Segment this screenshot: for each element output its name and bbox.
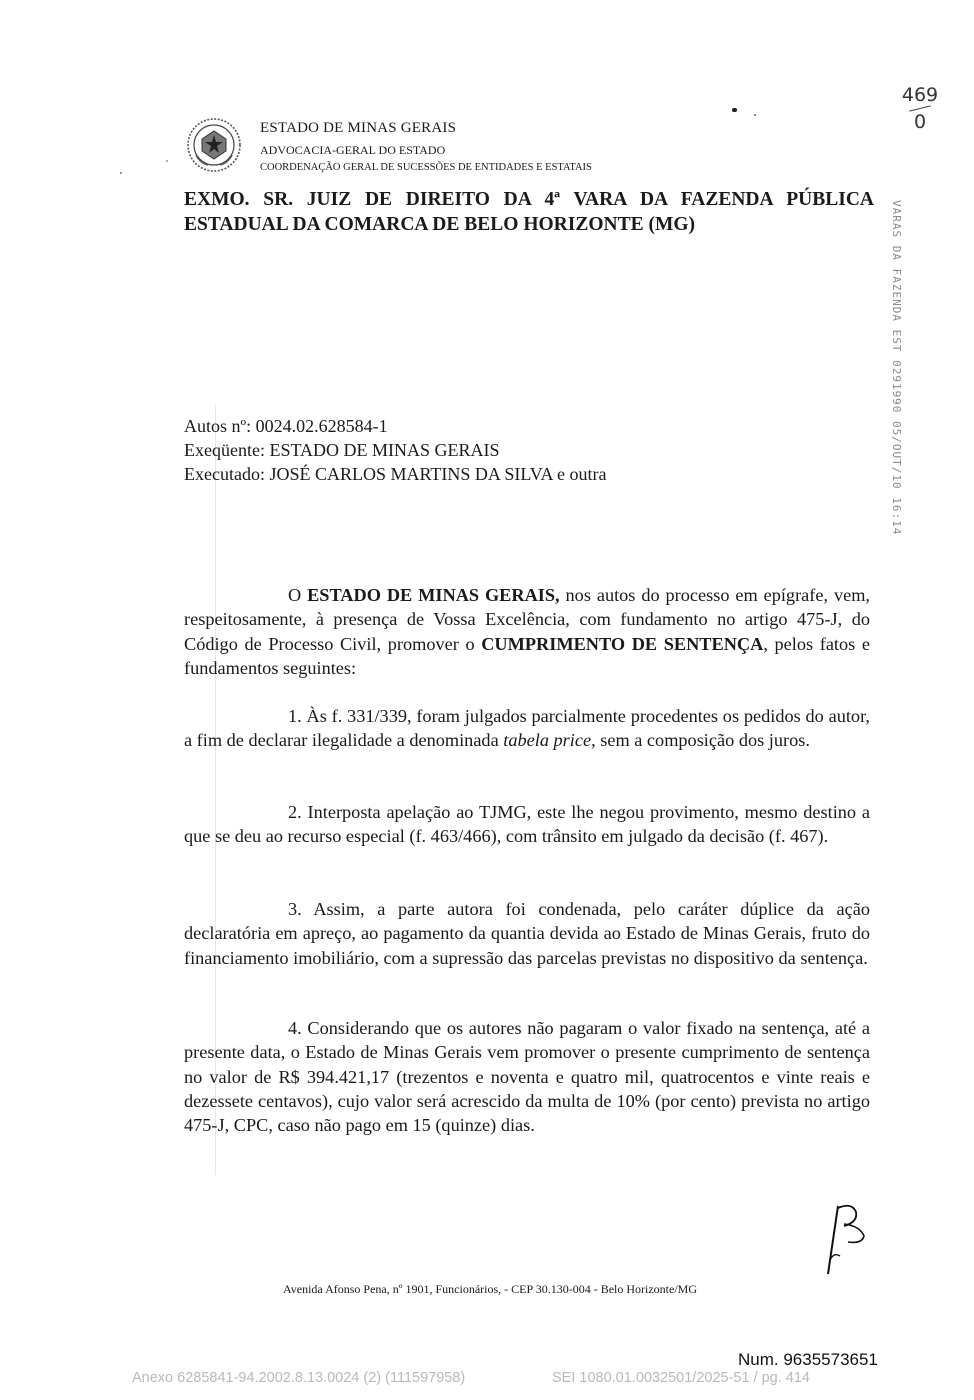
case-exequente: Exeqüente: ESTADO DE MINAS GERAIS bbox=[184, 440, 500, 460]
ink-dot bbox=[732, 108, 737, 112]
case-executado: Executado: JOSÉ CARLOS MARTINS DA SILVA e outra bbox=[184, 464, 607, 484]
handwritten-page-bottom: 0 bbox=[913, 111, 927, 133]
protocol-stamp: VARAS DA FAZENDA EST 0291990 05/OUT/10 16:14 bbox=[890, 200, 903, 536]
addressee-line-2: ESTADUAL DA COMARCA DE BELO HORIZONTE (MG) bbox=[184, 214, 696, 235]
intro-end: , pelos fatos e fundamentos seguintes: bbox=[184, 633, 871, 678]
document-number: Num. 9635573651 bbox=[738, 1350, 878, 1369]
case-info bbox=[184, 414, 606, 486]
item-1 bbox=[184, 704, 870, 753]
handwritten-page-top: 469 bbox=[901, 84, 939, 106]
coat-of-arms-icon bbox=[186, 117, 242, 173]
item-2: 2. Interposta apelação ao TJMG, este lhe negou provimento, mesmo destino a que se deu ao recurso especial (f. 463/466), com trânsito em julgado da decisão (f. 467). bbox=[184, 802, 870, 847]
addressee bbox=[184, 187, 874, 237]
header-department: COORDENAÇÃO GERAL DE SUCESSÕES DE ENTIDADES E ESTATAIS bbox=[260, 162, 592, 173]
annex-reference: Anexo 6285841-94.2002.8.13.0024 (2) (111597958) bbox=[132, 1370, 466, 1386]
item-1-before: 1. Às f. 331/339, foram julgados parcialmente procedentes os pedidos do autor, a fim de declarar ilegalidade a denominada bbox=[184, 706, 870, 751]
ink-dot bbox=[120, 172, 122, 174]
handwritten-page-number bbox=[895, 84, 945, 133]
intro-party: ESTADO DE MINAS GERAIS, bbox=[307, 585, 560, 605]
intro-middle: nos autos do processo em epígrafe, vem, respeitosamente, à presença de Vossa Excelência, com fundamento no artigo 475-J, do Código de Processo Civil, promover o bbox=[184, 585, 870, 654]
header-state: ESTADO DE MINAS GERAIS bbox=[260, 120, 457, 136]
item-1-italic: tabela price bbox=[503, 730, 592, 751]
ink-dot bbox=[754, 114, 756, 116]
item-1-after: , sem a composição dos juros. bbox=[591, 730, 810, 751]
item-4: 4. Considerando que os autores não pagaram o valor fixado na sentença, até a presente data, o Estado de Minas Gerais vem promover o presente cumprimento de sentença no valor de R$ 394.421,17 (trezentos e noventa e quatro mil, quatrocentos e vinte reais e dezessete centavos), cujo valor será acrescido da multa de 10% (por cento) prevista no artigo 475-J, CPC, caso não pago em 15 (quinze) dias. bbox=[184, 1018, 870, 1136]
sei-reference: SEI 1080.01.0032501/2025-51 / pg. 414 bbox=[552, 1370, 810, 1386]
header-agency: ADVOCACIA-GERAL DO ESTADO bbox=[260, 143, 446, 157]
item-3: 3. Assim, a parte autora foi condenada, pelo caráter dúplice da ação declaratória em apreço, ao pagamento da quantia devida ao Estado de Minas Gerais, fruto do financiamento imobiliário, com a supressão das parcelas previstas no dispositivo da sentença. bbox=[184, 899, 870, 968]
case-number: Autos nº: 0024.02.628584-1 bbox=[184, 416, 388, 436]
intro-lead: O bbox=[288, 585, 308, 605]
footer-address: Avenida Afonso Pena, nº 1901, Funcionários, - CEP 30.130-004 - Belo Horizonte/MG bbox=[283, 1282, 698, 1296]
intro-paragraph bbox=[184, 583, 870, 680]
addressee-line-1: EXMO. SR. JUIZ DE DIREITO DA 4ª VARA DA FAZENDA PÚBLICA bbox=[184, 189, 874, 210]
ink-dot bbox=[166, 160, 168, 162]
intro-request: CUMPRIMENTO DE SENTENÇA bbox=[481, 633, 764, 654]
signature-icon bbox=[818, 1198, 868, 1278]
